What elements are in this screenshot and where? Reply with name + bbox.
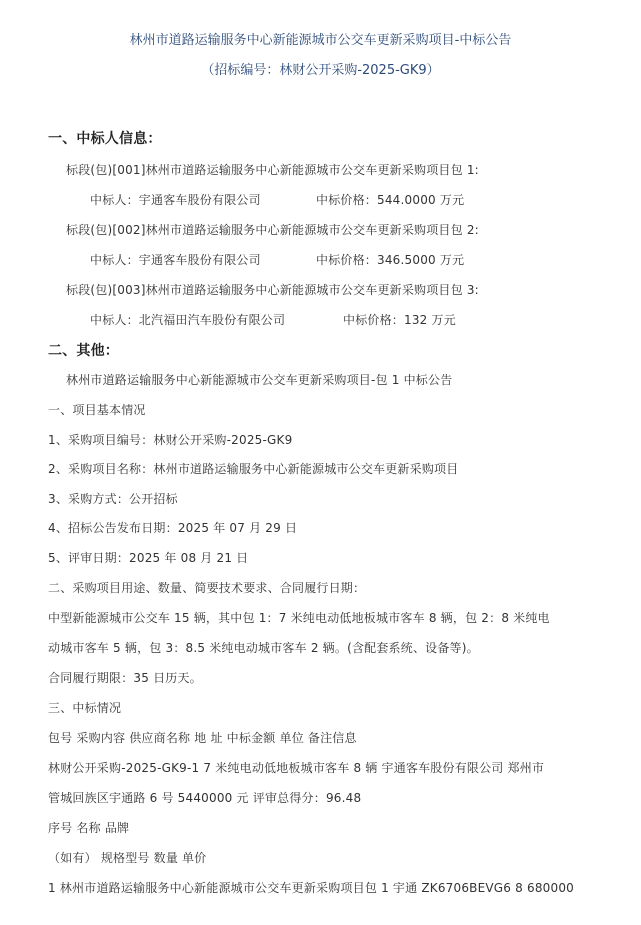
lot-line-1: 标段(包)[001]林州市道路运输服务中心新能源城市公交车更新采购项目包 1: xyxy=(66,163,479,177)
review-date-item: 5、评审日期：2025 年 08 月 21 日 xyxy=(48,551,249,565)
result-heading: 三、中标情况 xyxy=(48,701,122,715)
detail-table-row: 1 林州市道路运输服务中心新能源城市公交车更新采购项目包 1 宇通 ZK6706BEVG6 8 680000 xyxy=(48,881,574,895)
result-row-line-1: 林财公开采购-2025-GK9-1 7 米纯电动低地板城市客车 8 辆 宇通客车股份有限公司 郑州市 xyxy=(48,761,545,775)
lot-price-2: 中标价格：346.5000 万元 xyxy=(316,253,465,267)
detail-table-header-2: （如有） 规格型号 数量 单价 xyxy=(48,851,207,865)
document-title: 林州市道路运输服务中心新能源城市公交车更新采购项目-中标公告 xyxy=(129,33,512,48)
contract-period: 合同履行期限：35 日历天。 xyxy=(48,671,202,685)
result-table-header: 包号 采购内容 供应商名称 地 址 中标金额 单位 备注信息 xyxy=(48,731,357,745)
lot-price-1: 中标价格：544.0000 万元 xyxy=(316,193,465,207)
result-row-line-2: 管城回族区宇通路 6 号 5440000 元 评审总得分：96.48 xyxy=(48,791,362,805)
section-winner-info-heading: 一、中标人信息： xyxy=(48,131,162,147)
basic-info-heading: 一、项目基本情况 xyxy=(48,403,146,417)
lot-winner-3: 中标人：北汽福田汽车股份有限公司 xyxy=(90,313,286,327)
announcement-date-item: 4、招标公告发布日期：2025 年 07 月 29 日 xyxy=(48,521,298,535)
lot-winner-2: 中标人：宇通客车股份有限公司 xyxy=(90,253,261,267)
procurement-method-item: 3、采购方式：公开招标 xyxy=(48,492,178,506)
lot-winner-1: 中标人：宇通客车股份有限公司 xyxy=(90,193,261,207)
document-subtitle: （招标编号：林财公开采购-2025-GK9） xyxy=(201,63,440,78)
section-other-heading: 二、其他： xyxy=(48,343,119,359)
detail-table-header-1: 序号 名称 品牌 xyxy=(48,821,130,835)
lot-line-2: 标段(包)[002]林州市道路运输服务中心新能源城市公交车更新采购项目包 2: xyxy=(66,223,479,237)
lot-price-3: 中标价格：132 万元 xyxy=(343,313,456,327)
usage-line-1: 中型新能源城市公交车 15 辆，其中包 1：7 米纯电动低地板城市客车 8 辆，包 2：8 米纯电 xyxy=(48,611,550,625)
usage-line-2: 动城市客车 5 辆，包 3：8.5 米纯电动城市客车 2 辆。(含配套系统、设备等)。 xyxy=(48,641,479,655)
project-name-item: 2、采购项目名称：林州市道路运输服务中心新能源城市公交车更新采购项目 xyxy=(48,462,459,476)
other-intro: 林州市道路运输服务中心新能源城市公交车更新采购项目-包 1 中标公告 xyxy=(66,373,453,387)
lot-line-3: 标段(包)[003]林州市道路运输服务中心新能源城市公交车更新采购项目包 3: xyxy=(66,283,479,297)
usage-heading: 二、采购项目用途、数量、简要技术要求、合同履行日期： xyxy=(48,581,366,595)
project-number-item: 1、采购项目编号：林财公开采购-2025-GK9 xyxy=(48,433,293,447)
